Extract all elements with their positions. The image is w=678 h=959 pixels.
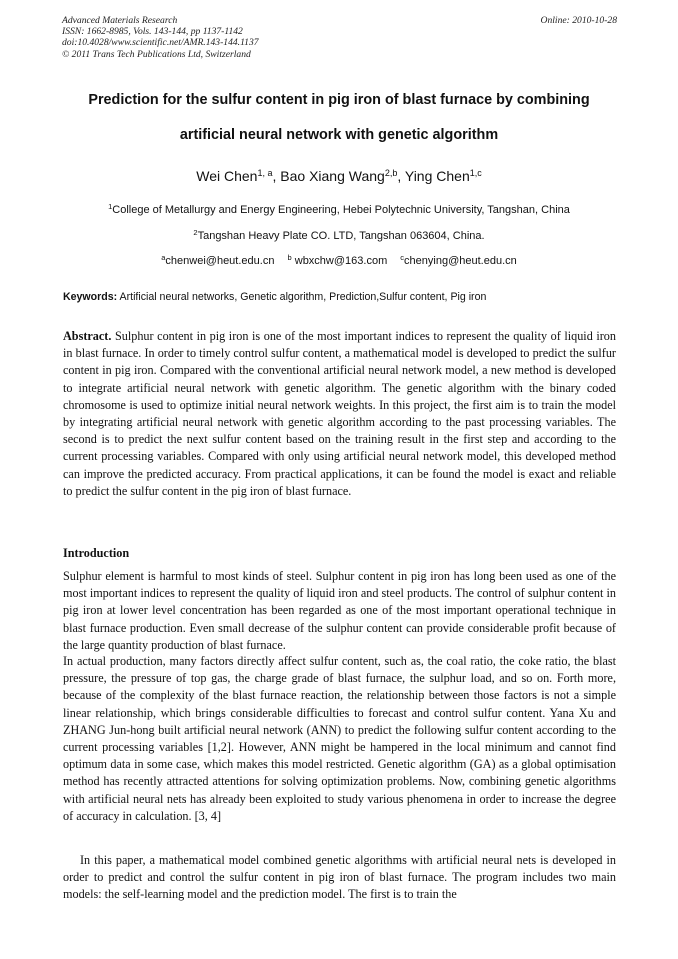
online-date: Online: 2010-10-28: [540, 15, 617, 26]
paper-title-line-1: Prediction for the sulfur content in pig iron of blast furnace by combining: [88, 92, 590, 108]
email-address: wbxchw@163.com: [294, 255, 388, 267]
section-heading-introduction: Introduction: [63, 546, 130, 560]
author-list: [40, 168, 638, 184]
email-address: chenwei@heut.edu.cn: [165, 255, 275, 267]
email-entry: [400, 255, 516, 267]
author-name: Wei Chen: [196, 168, 258, 184]
abstract-paragraph: [63, 328, 616, 500]
author-superscript: 2,b: [384, 168, 398, 178]
affiliation-superscript: 1: [108, 202, 113, 211]
abstract-text: Sulphur content in pig iron is one of the most important indices to represent the quality of liquid iron in blast furnace. In order to timely control sulfur content, a mathematical model is developed to predict the sulfur content in pig iron. Compared with the conventional artificial neural network model, a new method is developed to integrate artificial neural network with genetic algorithm. The genetic algorithm with the binary coded chromosome is used to optimize initial neural network weights. In this project, the first aim is to train the model by integrating artificial neural network with genetic algorithm according to the past processing variables. The second is to predict the next sulfur content based on the training result in the first step and according to the current processing variables. Compared with only using artificial neural network model, this developed method can improve the predicted accuracy. From practical applications, it can be found the model is exact and reliable to predict the sulfur content in the pig iron of blast furnace.: [63, 329, 616, 498]
affiliation-text: Tangshan Heavy Plate CO. LTD, Tangshan 063604, China.: [197, 230, 485, 242]
keywords-text: Artificial neural networks, Genetic algorithm, Prediction,Sulfur content, Pig iron: [117, 291, 487, 303]
author-superscript: 1, a: [257, 168, 273, 178]
copyright-line: © 2011 Trans Tech Publications Ltd, Switzerland: [62, 48, 251, 60]
author-name: Bao Xiang Wang: [280, 168, 385, 184]
author-separator: ,: [272, 168, 281, 184]
email-line: [30, 255, 648, 267]
email-superscript: a: [161, 253, 166, 262]
keywords-label: Keywords:: [63, 291, 118, 303]
email-superscript: b: [287, 253, 292, 262]
keywords-line: [63, 291, 618, 303]
affiliation-1: [30, 204, 648, 216]
intro-paragraph-1: Sulphur element is harmful to most kinds of steel. Sulphur content in pig iron has long been used as one of the most important indices to represent the quality of liquid iron and steel products. The control of sulphur content in pig iron at lower level concentration has been regarded as one of the most important operational technique in blast furnace production. Even small decrease of the sulphur content can provide considerable profit because of the large quantity production of blast furnace.: [63, 569, 616, 652]
doi-line: doi:10.4028/www.scientific.net/AMR.143-144.1137: [62, 37, 259, 49]
intro-paragraph-2: In actual production, many factors directly affect sulfur content, such as, the coal ratio, the coke ratio, the blast pressure, the pressure of top gas, the charge grade of blast furnace, the sulphur load, and so on. Forth more, because of the complexity of the blast furnace reaction, the relationship between those factors is not a simple linear relationship, which brings considerable difficulties to forecast and control sulfur content. Yana Xu and ZHANG Jun-hong built artificial neural network (ANN) to predict the following sulfur content according to the current processing variables [1,2]. However, ANN might be hampered in the local minimum and cannot find optimum data in some case, which makes this model restricted. Genetic algorithm (GA) as a global optimisation method has recently attracted attentions for solving optimization problems. Now, combining genetic algorithms with artificial neural nets has already been exploited to study various phenomena in order to increase the degree of accuracy in calculation. [3, 4]: [63, 654, 616, 823]
email-entry: [161, 255, 274, 267]
email-superscript: c: [400, 253, 405, 262]
intro-paragraph-3: In this paper, a mathematical model combined genetic algorithms with artificial neural nets is developed in order to predict and control the sulfur content in pig iron of blast furnace. The program includes two main models: the self-learning model and the prediction model. The first is to train the: [63, 853, 616, 902]
email-entry: [288, 255, 388, 267]
paper-title-line-2: artificial neural network with genetic algorithm: [179, 127, 499, 143]
email-address: chenying@heut.edu.cn: [404, 255, 517, 267]
author-superscript: 1,c: [469, 168, 482, 178]
author-separator: ,: [397, 168, 405, 184]
issn-line: ISSN: 1662-8985, Vols. 143-144, pp 1137-1142: [62, 26, 243, 38]
affiliation-superscript: 2: [193, 228, 198, 237]
author-name: Ying Chen: [404, 168, 470, 184]
abstract-label: Abstract.: [63, 329, 112, 343]
affiliation-2: [30, 230, 648, 242]
journal-name: Advanced Materials Research: [62, 15, 178, 26]
affiliation-text: College of Metallurgy and Energy Engineering, Hebei Polytechnic University, Tangshan, China: [112, 204, 570, 216]
journal-header: [62, 15, 617, 60]
